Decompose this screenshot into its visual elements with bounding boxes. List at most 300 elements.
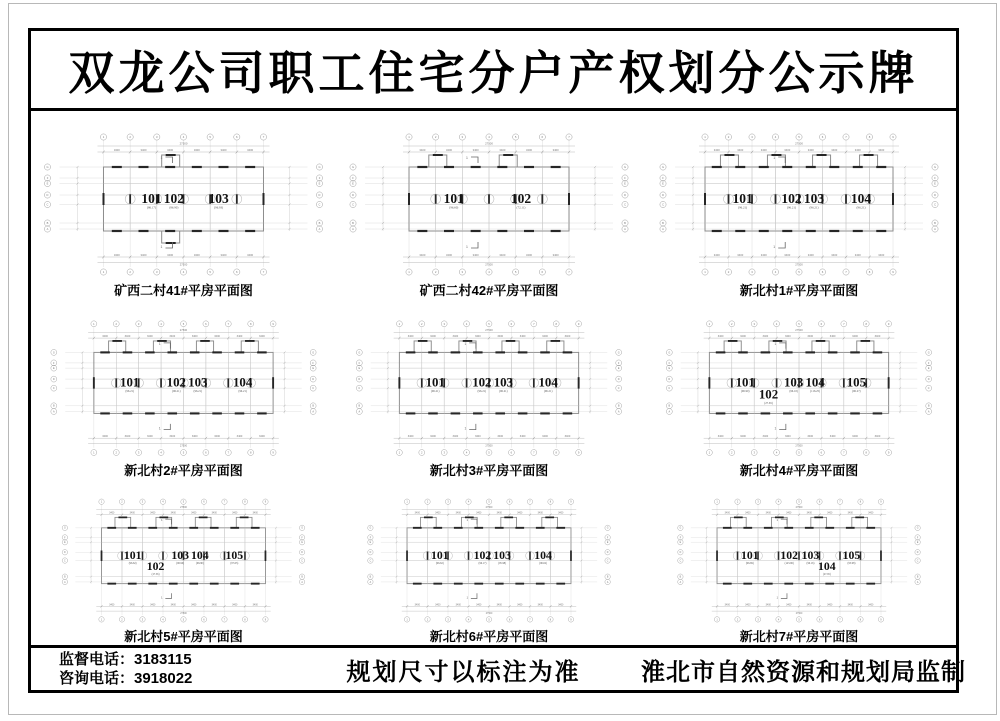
svg-text:(96.93): (96.93)	[214, 205, 224, 210]
floor-plan-caption: 新北村7#平房平面图	[739, 629, 859, 644]
svg-text:27500: 27500	[180, 612, 187, 615]
svg-text:3400: 3400	[193, 148, 200, 152]
svg-text:3400: 3400	[211, 512, 217, 515]
svg-text:G: G	[318, 166, 321, 169]
svg-text:3: 3	[141, 618, 144, 622]
svg-text:101: 101	[732, 191, 753, 206]
svg-text:3400: 3400	[847, 604, 853, 607]
svg-text:A: A	[927, 410, 930, 414]
svg-text:5: 5	[182, 451, 185, 455]
svg-text:3400: 3400	[807, 253, 814, 257]
svg-text:3400: 3400	[124, 334, 131, 338]
svg-text:27500: 27500	[485, 328, 493, 332]
svg-text:A: A	[52, 410, 55, 414]
svg-text:104: 104	[818, 560, 836, 574]
svg-text:8: 8	[865, 322, 867, 326]
floor-plan-drawing	[334, 299, 644, 463]
svg-text:4: 4	[774, 270, 777, 275]
svg-text:B: B	[679, 576, 682, 579]
svg-text:A: A	[606, 581, 609, 584]
svg-text:8: 8	[555, 322, 557, 326]
svg-text:3400: 3400	[854, 253, 861, 257]
svg-text:1: 1	[161, 595, 163, 600]
svg-text:3: 3	[137, 322, 140, 326]
svg-text:G: G	[927, 351, 930, 355]
svg-text:8: 8	[859, 500, 862, 504]
svg-text:F: F	[662, 177, 664, 180]
svg-text:3400: 3400	[191, 334, 198, 338]
svg-text:1: 1	[100, 618, 103, 622]
svg-text:3400: 3400	[831, 148, 838, 152]
svg-text:3400: 3400	[713, 253, 720, 257]
svg-text:3400: 3400	[765, 512, 771, 515]
svg-text:3400: 3400	[474, 334, 481, 338]
svg-text:3400: 3400	[542, 435, 548, 439]
svg-text:3400: 3400	[430, 334, 436, 338]
svg-text:9: 9	[892, 270, 894, 275]
svg-text:9: 9	[264, 618, 267, 622]
svg-text:103: 103	[171, 549, 190, 563]
svg-text:2: 2	[727, 270, 730, 275]
svg-text:3400: 3400	[147, 435, 153, 439]
svg-text:A: A	[934, 228, 936, 231]
svg-text:C: C	[668, 387, 671, 391]
svg-text:C: C	[358, 387, 361, 391]
svg-text:F: F	[46, 177, 49, 180]
svg-text:D: D	[358, 378, 361, 382]
svg-text:3400: 3400	[472, 253, 479, 257]
svg-text:7: 7	[843, 322, 845, 326]
svg-text:1: 1	[158, 426, 161, 431]
svg-text:B: B	[934, 222, 936, 225]
svg-text:C: C	[679, 560, 682, 563]
svg-text:E: E	[934, 182, 936, 186]
svg-text:3400: 3400	[564, 334, 571, 338]
svg-text:G: G	[679, 527, 682, 530]
svg-text:103: 103	[188, 375, 208, 390]
svg-text:G: G	[312, 351, 315, 355]
svg-text:5: 5	[798, 500, 800, 504]
svg-text:7: 7	[839, 500, 841, 504]
svg-text:3400: 3400	[414, 512, 420, 515]
svg-text:3: 3	[443, 322, 445, 326]
svg-text:27500: 27500	[795, 328, 803, 332]
svg-text:3400: 3400	[852, 334, 858, 338]
svg-text:101: 101	[740, 549, 759, 563]
svg-text:103: 103	[208, 191, 229, 206]
svg-text:4: 4	[774, 135, 777, 140]
svg-text:6: 6	[205, 322, 207, 326]
svg-text:3400: 3400	[807, 148, 814, 152]
svg-text:2: 2	[121, 500, 123, 504]
issuing-authority: 淮北市自然资源和规划局监制	[641, 658, 966, 686]
svg-text:(96.21): (96.21)	[477, 388, 487, 393]
svg-text:1: 1	[93, 451, 95, 455]
svg-text:3400: 3400	[191, 512, 197, 515]
svg-text:3400: 3400	[455, 604, 461, 607]
svg-text:G: G	[623, 166, 626, 169]
svg-text:A: A	[679, 581, 682, 584]
svg-text:(96.16): (96.16)	[806, 561, 815, 565]
svg-text:(96.21): (96.21)	[809, 205, 819, 210]
svg-text:(96.21): (96.21)	[543, 388, 553, 393]
svg-text:3: 3	[447, 618, 449, 622]
svg-text:F: F	[679, 537, 682, 540]
svg-text:1: 1	[708, 322, 711, 326]
svg-text:1: 1	[774, 426, 777, 431]
svg-text:3: 3	[751, 135, 753, 140]
svg-text:8: 8	[555, 451, 557, 455]
floor-plan-panel	[644, 111, 954, 299]
svg-text:8: 8	[868, 270, 871, 275]
svg-text:3400: 3400	[854, 148, 861, 152]
svg-text:(96.21): (96.21)	[430, 388, 440, 393]
svg-text:5: 5	[514, 135, 517, 140]
svg-text:3400: 3400	[167, 148, 174, 152]
svg-text:1: 1	[774, 341, 777, 346]
svg-text:B: B	[358, 404, 361, 408]
svg-text:3400: 3400	[113, 253, 120, 257]
svg-text:105: 105	[846, 375, 867, 390]
svg-text:C: C	[934, 203, 936, 207]
svg-text:7: 7	[529, 500, 531, 504]
svg-text:3400: 3400	[252, 512, 258, 515]
svg-text:2: 2	[727, 135, 730, 140]
svg-text:G: G	[52, 351, 55, 355]
svg-text:(116.25): (116.25)	[810, 388, 821, 393]
floor-plan-caption: 新北村2#平房平面图	[124, 463, 243, 478]
svg-text:27500: 27500	[180, 506, 187, 510]
svg-text:B: B	[617, 404, 620, 408]
svg-text:F: F	[312, 361, 314, 365]
svg-text:D: D	[64, 552, 66, 555]
svg-text:C: C	[64, 560, 66, 563]
svg-text:(96.21): (96.21)	[125, 388, 134, 393]
svg-text:7: 7	[223, 618, 226, 622]
svg-text:C: C	[624, 203, 626, 207]
svg-text:(96.60): (96.60)	[449, 205, 459, 210]
svg-text:3400: 3400	[784, 334, 791, 338]
svg-text:1: 1	[773, 245, 776, 249]
svg-text:(96.17): (96.17)	[478, 561, 487, 565]
svg-text:E: E	[624, 182, 626, 186]
svg-text:B: B	[46, 222, 49, 225]
svg-text:(96.10): (96.10)	[789, 388, 798, 393]
svg-text:3400: 3400	[542, 334, 548, 338]
svg-text:C: C	[916, 560, 919, 563]
svg-text:3400: 3400	[831, 253, 838, 257]
svg-text:1: 1	[158, 341, 161, 346]
svg-text:7: 7	[227, 322, 230, 326]
svg-text:27500: 27500	[485, 141, 493, 146]
svg-text:3400: 3400	[724, 604, 730, 607]
svg-text:3400: 3400	[762, 435, 769, 439]
svg-text:3400: 3400	[745, 512, 751, 515]
svg-text:3400: 3400	[519, 435, 526, 439]
svg-text:(96.21): (96.21)	[499, 388, 508, 393]
svg-text:G: G	[369, 527, 372, 530]
svg-text:5: 5	[182, 500, 185, 504]
svg-text:101: 101	[430, 549, 449, 563]
svg-text:104: 104	[191, 549, 209, 563]
svg-text:6: 6	[236, 270, 238, 275]
svg-text:D: D	[668, 378, 671, 382]
svg-text:1: 1	[408, 270, 410, 275]
svg-text:G: G	[668, 351, 671, 355]
svg-text:3400: 3400	[868, 512, 874, 515]
svg-text:3400: 3400	[786, 604, 792, 607]
svg-text:E: E	[662, 182, 664, 186]
svg-text:27500: 27500	[485, 263, 493, 267]
svg-text:3400: 3400	[713, 148, 720, 152]
svg-text:6: 6	[203, 618, 205, 622]
svg-text:3400: 3400	[874, 435, 881, 439]
floor-plan-panel	[33, 299, 334, 479]
svg-text:A: A	[916, 581, 919, 584]
notice-board	[28, 28, 966, 693]
svg-text:3400: 3400	[827, 604, 833, 607]
svg-text:27500: 27500	[179, 444, 188, 448]
svg-text:3400: 3400	[829, 435, 836, 439]
svg-text:3400: 3400	[150, 604, 156, 607]
svg-text:101: 101	[120, 375, 140, 390]
svg-text:F: F	[64, 537, 66, 540]
svg-text:27500: 27500	[179, 141, 188, 146]
svg-text:D: D	[934, 194, 936, 197]
svg-text:(95.98): (95.98)	[498, 561, 507, 565]
svg-text:3400: 3400	[806, 512, 812, 515]
svg-text:4: 4	[467, 500, 470, 504]
svg-text:3400: 3400	[214, 334, 220, 338]
svg-text:(95.98): (95.98)	[847, 561, 856, 565]
svg-text:E: E	[64, 542, 66, 545]
consult-phone: 咨询电话：3918022	[59, 670, 193, 687]
svg-text:B: B	[301, 576, 303, 579]
svg-text:B: B	[369, 576, 372, 579]
svg-text:3400: 3400	[214, 435, 220, 439]
svg-text:C: C	[369, 560, 372, 563]
svg-text:3400: 3400	[102, 435, 108, 439]
svg-text:3400: 3400	[445, 148, 452, 152]
floor-plan-drawing	[644, 479, 954, 629]
svg-text:F: F	[301, 537, 303, 540]
svg-text:B: B	[318, 222, 321, 225]
svg-text:C: C	[352, 203, 354, 207]
svg-text:3400: 3400	[497, 435, 504, 439]
svg-text:3400: 3400	[740, 435, 746, 439]
svg-text:1: 1	[704, 270, 706, 275]
svg-text:3400: 3400	[407, 435, 414, 439]
svg-text:104: 104	[232, 375, 253, 390]
svg-text:3400: 3400	[113, 148, 120, 152]
svg-text:1: 1	[406, 500, 408, 504]
svg-text:3400: 3400	[807, 435, 814, 439]
svg-text:3400: 3400	[170, 604, 176, 607]
svg-text:3400: 3400	[760, 148, 767, 152]
svg-text:2: 2	[434, 270, 437, 275]
svg-text:3400: 3400	[193, 253, 200, 257]
page-title: 双龙公司职工住宅分户产权划分公示牌	[68, 46, 919, 99]
svg-text:3400: 3400	[419, 253, 426, 257]
svg-text:4: 4	[182, 135, 185, 140]
svg-text:3400: 3400	[140, 148, 147, 152]
svg-text:3400: 3400	[497, 334, 504, 338]
svg-text:103: 103	[493, 549, 511, 563]
svg-text:(96.21): (96.21)	[193, 388, 203, 393]
svg-text:C: C	[318, 203, 321, 207]
svg-text:9: 9	[887, 322, 890, 326]
svg-text:8: 8	[868, 135, 871, 140]
floor-plan-panel	[33, 111, 334, 299]
svg-text:3400: 3400	[564, 435, 571, 439]
svg-text:3: 3	[443, 451, 445, 455]
svg-text:103: 103	[803, 191, 825, 206]
svg-text:3400: 3400	[220, 253, 227, 257]
svg-text:3400: 3400	[829, 334, 836, 338]
svg-text:(27.65): (27.65)	[822, 572, 831, 576]
svg-text:3400: 3400	[167, 253, 174, 257]
svg-text:1: 1	[716, 618, 718, 622]
floor-plan-drawing	[644, 111, 954, 283]
svg-text:4: 4	[162, 500, 164, 504]
svg-text:101: 101	[735, 375, 755, 390]
svg-text:B: B	[606, 576, 609, 579]
svg-text:D: D	[927, 378, 930, 382]
floor-plan-panel	[33, 479, 334, 645]
svg-text:101: 101	[443, 191, 464, 206]
svg-text:3400: 3400	[558, 512, 564, 515]
svg-text:2: 2	[115, 322, 118, 326]
svg-text:102: 102	[473, 549, 492, 563]
svg-text:1: 1	[398, 451, 401, 455]
svg-text:3400: 3400	[525, 253, 532, 257]
svg-text:7: 7	[529, 618, 531, 622]
svg-text:F: F	[934, 177, 936, 180]
svg-text:101: 101	[425, 375, 445, 390]
size-note: 规划尺寸以标注为准	[346, 658, 581, 686]
svg-text:3400: 3400	[247, 148, 254, 152]
svg-text:(86.90): (86.90)	[169, 205, 179, 210]
svg-text:5: 5	[209, 270, 211, 275]
svg-text:E: E	[318, 182, 321, 186]
svg-text:3: 3	[156, 270, 158, 275]
svg-text:1: 1	[161, 517, 163, 522]
svg-text:3400: 3400	[784, 435, 791, 439]
svg-text:102: 102	[146, 560, 165, 574]
svg-text:6: 6	[541, 270, 544, 275]
svg-text:F: F	[53, 361, 55, 365]
svg-text:1: 1	[708, 451, 711, 455]
svg-text:27500: 27500	[179, 263, 188, 267]
footer-band	[31, 645, 966, 690]
svg-text:3400: 3400	[129, 604, 135, 607]
floor-plan-drawing	[33, 479, 334, 629]
floor-plan-caption: 矿西二村42#平房平面图	[419, 283, 559, 298]
svg-text:7: 7	[262, 270, 265, 275]
svg-text:C: C	[52, 387, 55, 391]
svg-text:(96.62): (96.62)	[435, 561, 444, 565]
svg-text:F: F	[927, 361, 930, 365]
svg-text:27500: 27500	[485, 612, 493, 615]
svg-text:A: A	[64, 581, 66, 584]
svg-text:E: E	[369, 542, 372, 545]
floor-plan-grid	[31, 111, 956, 645]
svg-text:9: 9	[892, 135, 894, 140]
svg-text:5: 5	[798, 135, 800, 140]
svg-text:9: 9	[272, 451, 274, 455]
svg-text:7: 7	[845, 270, 847, 275]
title-band	[31, 31, 956, 111]
svg-text:5: 5	[209, 135, 211, 140]
svg-text:3400: 3400	[232, 604, 238, 607]
svg-text:D: D	[352, 194, 354, 197]
svg-text:A: A	[301, 581, 303, 584]
svg-text:3400: 3400	[740, 334, 746, 338]
svg-text:2: 2	[421, 322, 423, 326]
svg-text:1: 1	[466, 245, 468, 249]
floor-plan-panel	[644, 479, 954, 645]
svg-text:7: 7	[568, 135, 570, 140]
svg-text:E: E	[617, 367, 620, 371]
svg-text:C: C	[617, 387, 620, 391]
svg-text:(96.21): (96.21)	[238, 388, 247, 393]
svg-text:6: 6	[820, 322, 823, 326]
svg-text:6: 6	[203, 500, 205, 504]
svg-text:(96.62): (96.62)	[539, 561, 548, 565]
svg-text:3400: 3400	[517, 604, 523, 607]
svg-text:9: 9	[880, 500, 882, 504]
svg-text:1: 1	[102, 270, 105, 275]
svg-text:3400: 3400	[760, 253, 767, 257]
svg-text:C: C	[927, 387, 930, 391]
svg-text:3400: 3400	[476, 512, 482, 515]
svg-text:8: 8	[249, 451, 252, 455]
svg-text:(96.21): (96.21)	[856, 205, 866, 210]
svg-text:101: 101	[123, 549, 142, 563]
svg-text:G: G	[46, 166, 49, 169]
svg-text:B: B	[668, 404, 671, 408]
svg-text:5: 5	[488, 500, 490, 504]
svg-text:1: 1	[100, 500, 103, 504]
svg-text:3400: 3400	[140, 253, 147, 257]
svg-text:6: 6	[818, 618, 821, 622]
svg-text:B: B	[312, 404, 314, 408]
svg-text:9: 9	[887, 451, 890, 455]
svg-text:8: 8	[549, 618, 552, 622]
svg-text:27500: 27500	[485, 506, 493, 510]
svg-text:B: B	[52, 404, 55, 408]
svg-text:5: 5	[798, 618, 800, 622]
svg-text:4: 4	[775, 451, 778, 455]
svg-text:3400: 3400	[407, 334, 414, 338]
svg-text:3400: 3400	[259, 435, 265, 439]
svg-text:4: 4	[160, 322, 162, 326]
svg-text:7: 7	[568, 270, 570, 275]
svg-text:3400: 3400	[150, 512, 156, 515]
svg-text:D: D	[617, 378, 620, 382]
svg-text:8: 8	[859, 618, 862, 622]
svg-text:C: C	[46, 203, 49, 207]
floor-plan-panel	[334, 299, 644, 479]
svg-text:3: 3	[447, 500, 449, 504]
svg-text:7: 7	[533, 322, 535, 326]
svg-text:3400: 3400	[499, 148, 506, 152]
svg-text:(96.90): (96.90)	[740, 388, 750, 393]
svg-text:G: G	[661, 166, 665, 169]
svg-text:D: D	[662, 194, 664, 197]
svg-text:27500: 27500	[179, 328, 188, 332]
svg-text:(143.96): (143.96)	[784, 561, 794, 565]
